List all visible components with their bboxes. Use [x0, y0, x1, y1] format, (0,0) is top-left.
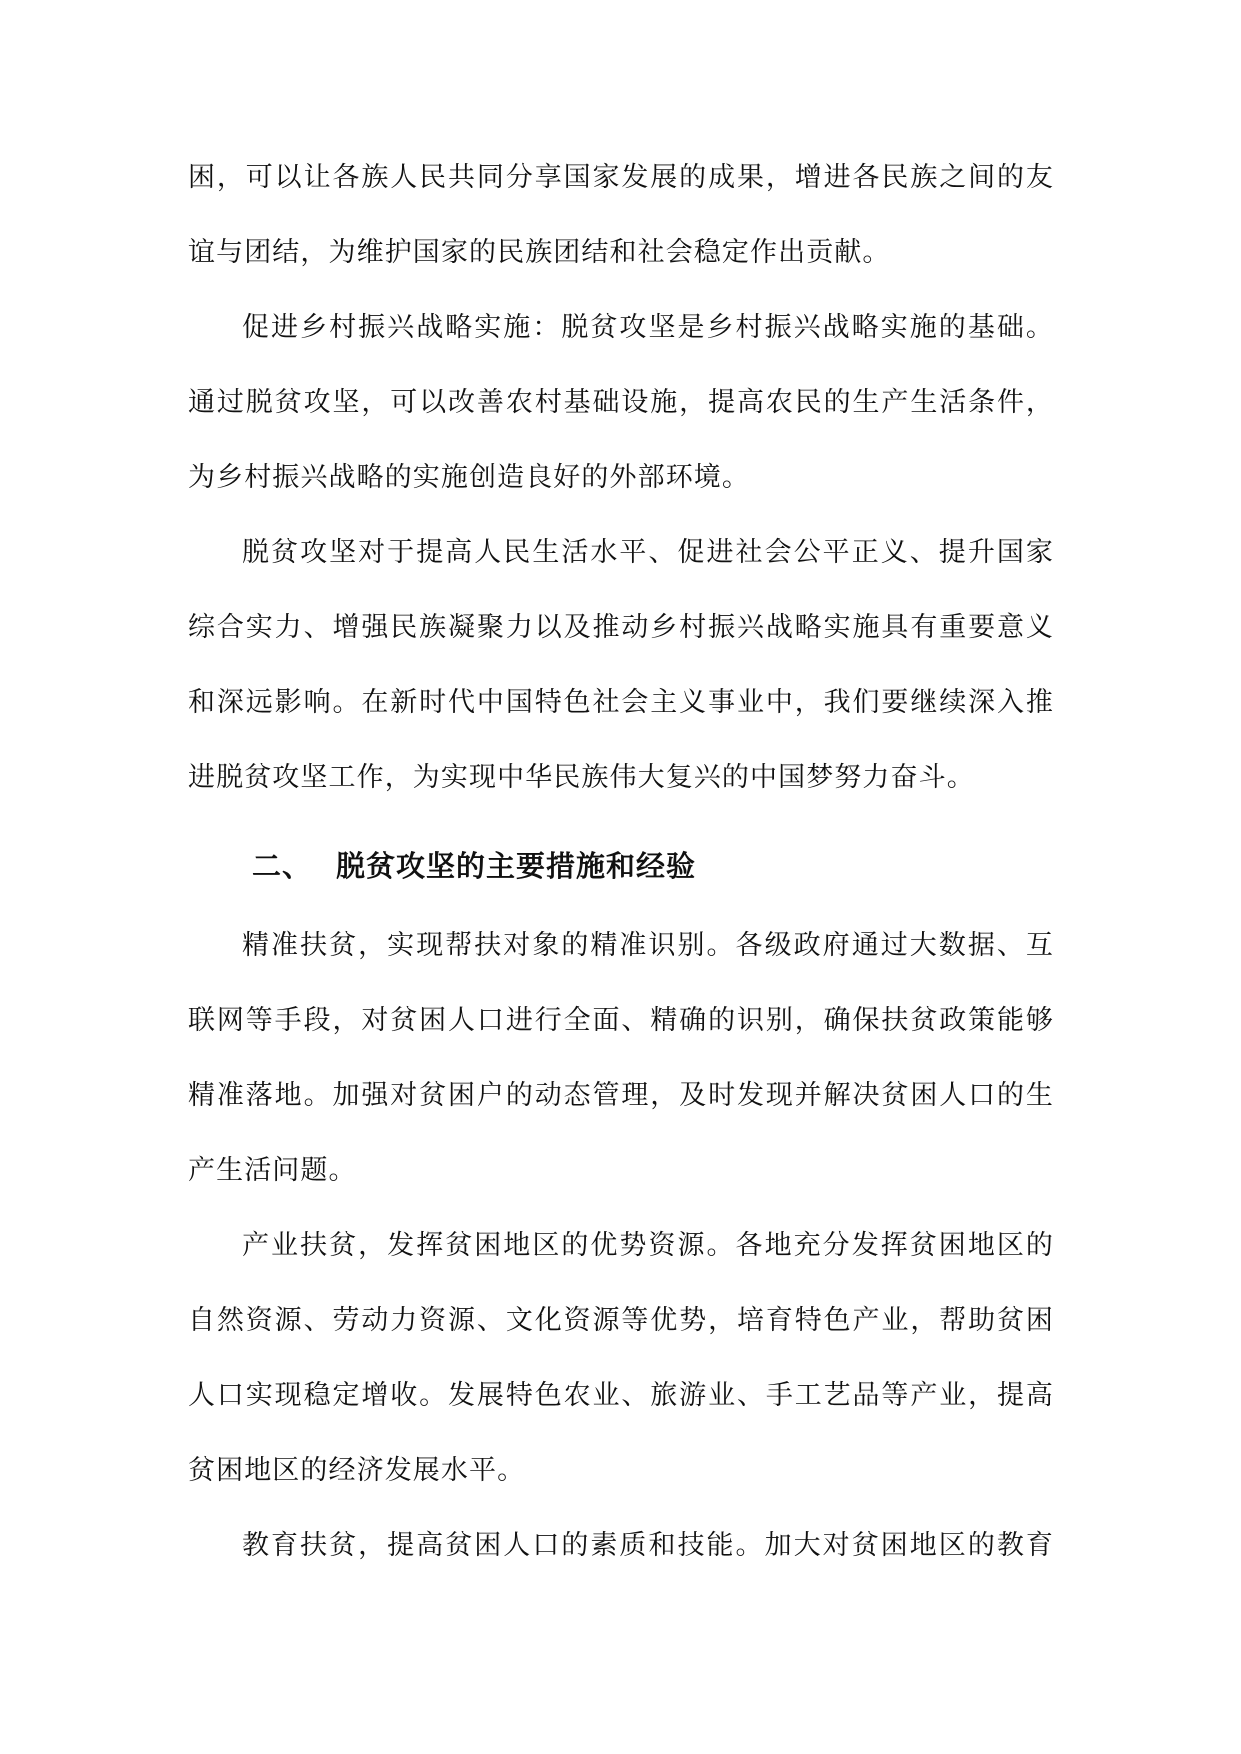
text-line: 产业扶贫，发挥贫困地区的优势资源。各地充分发挥贫困地区的 [242, 1230, 1054, 1261]
text-line: 综合实力、增强民族凝聚力以及推动乡村振兴战略实施具有重要意义 [188, 612, 1054, 643]
text-line: 人口实现稳定增收。发展特色农业、旅游业、手工艺品等产业，提高 [188, 1380, 1054, 1411]
text-line: 产生活问题。 [188, 1155, 357, 1186]
text-line: 脱贫攻坚对于提高人民生活水平、促进社会公平正义、提升国家 [242, 537, 1054, 568]
text-line: 困，可以让各族人民共同分享国家发展的成果，增进各民族之间的友 [188, 162, 1054, 193]
paragraph [188, 1508, 1054, 1583]
text-line: 进脱贫攻坚工作，为实现中华民族伟大复兴的中国梦努力奋斗。 [188, 762, 975, 793]
paragraph [188, 140, 1054, 290]
text-line: 贫困地区的经济发展水平。 [188, 1455, 526, 1486]
text-line: 精准落地。加强对贫困户的动态管理，及时发现并解决贫困人口的生 [188, 1080, 1054, 1111]
text-line: 自然资源、劳动力资源、文化资源等优势，培育特色产业，帮助贫困 [188, 1305, 1054, 1336]
text-line: 联网等手段，对贫困人口进行全面、精确的识别，确保扶贫政策能够 [188, 1005, 1054, 1036]
text-line: 促进乡村振兴战略实施：脱贫攻坚是乡村振兴战略实施的基础。 [242, 312, 1054, 343]
paragraph [188, 290, 1054, 515]
section-number: 二、 [252, 849, 313, 883]
section-title: 脱贫攻坚的主要措施和经验 [336, 849, 697, 883]
paragraph [188, 908, 1054, 1208]
text-line: 谊与团结，为维护国家的民族团结和社会稳定作出贡献。 [188, 237, 891, 268]
document-body [188, 140, 1054, 1583]
text-line: 为乡村振兴战略的实施创造良好的外部环境。 [188, 462, 750, 493]
paragraph [188, 515, 1054, 815]
text-line: 精准扶贫，实现帮扶对象的精准识别。各级政府通过大数据、互 [242, 930, 1054, 961]
text-line: 教育扶贫，提高贫困人口的素质和技能。加大对贫困地区的教育 [242, 1530, 1054, 1561]
text-line: 通过脱贫攻坚，可以改善农村基础设施，提高农民的生产生活条件， [188, 387, 1054, 418]
section-heading [188, 829, 1054, 904]
paragraph [188, 1208, 1054, 1508]
text-line: 和深远影响。在新时代中国特色社会主义事业中，我们要继续深入推 [188, 687, 1054, 718]
